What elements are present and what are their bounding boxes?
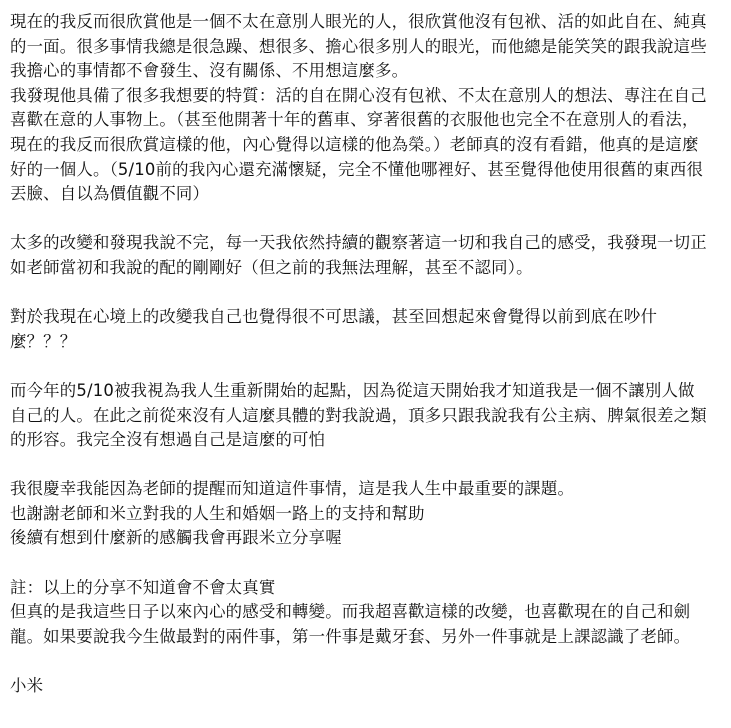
paragraph-closing: 但真的是我這些日子以來內心的感受和轉變。而我超喜歡這樣的改變，也喜歡現在的自己和劍龍。如果要說我今生做最對的兩件事，第一件事是戴牙套、另外一件事就是上課認識了老師。 <box>10 602 691 646</box>
paragraph-new-beginning: 而今年的5/10被我視為我人生重新開始的起點，因為從這天開始我才知道我是一個不讓別人做自己的人。在此之前從來沒有人這麼具體的對我說過，頂多只跟我說我有公主病、脾氣很差之類的形容。我完全沒有想過自己是這麼的可怕 <box>10 380 707 450</box>
paragraph-follow-up: 後續有想到什麼新的感觸我會再跟米立分享喔 <box>10 528 342 548</box>
paragraph-observations: 太多的改變和發現我說不完，每一天我依然持續的觀察著這一切和我自己的感受，我發現一切正如老師當初和我說的配的剛剛好（但之前的我無法理解，甚至不認同）。 <box>10 233 707 277</box>
paragraph-thanks: 也謝謝老師和米立對我的人生和婚姻一路上的支持和幫助 <box>10 503 425 523</box>
testimonial-document <box>10 10 710 699</box>
paragraph-traits: 我發現他具備了很多我想要的特質：活的自在開心沒有包袱、不太在意別人的想法、專注在自己喜歡在意的人事物上。（甚至他開著十年的舊車、穿著很舊的衣服他也完全不在意別人的看法，現在的我反而很欣賞這樣的他，內心覺得以這樣的他為榮。）老師真的沒有看錯，他真的是這麼好的一個人。（5/10前的我內心還充滿懷疑，完全不懂他哪裡好、甚至覺得他使用很舊的東西很丟臉、自以為價值觀不同） <box>10 85 707 204</box>
signature: 小米 <box>10 676 44 696</box>
paragraph-mindset-change: 對於我現在心境上的改變我自己也覺得很不可思議，甚至回想起來會覺得以前到底在吵什麼？？？ <box>10 307 658 351</box>
paragraph-gratitude-lesson: 我很慶幸我能因為老師的提醒而知道這件事情，這是我人生中最重要的課題。 <box>10 479 575 499</box>
paragraph-note: 註：以上的分享不知道會不會太真實 <box>10 577 276 597</box>
paragraph-appreciation: 現在的我反而很欣賞他是一個不太在意別人眼光的人，很欣賞他沒有包袱、活的如此自在、純真的一面。很多事情我總是很急躁、想很多、擔心很多別人的眼光，而他總是能笑笑的跟我說這些我擔心的事情都不會發生、沒有關係、不用想這麼多。 <box>10 12 707 81</box>
